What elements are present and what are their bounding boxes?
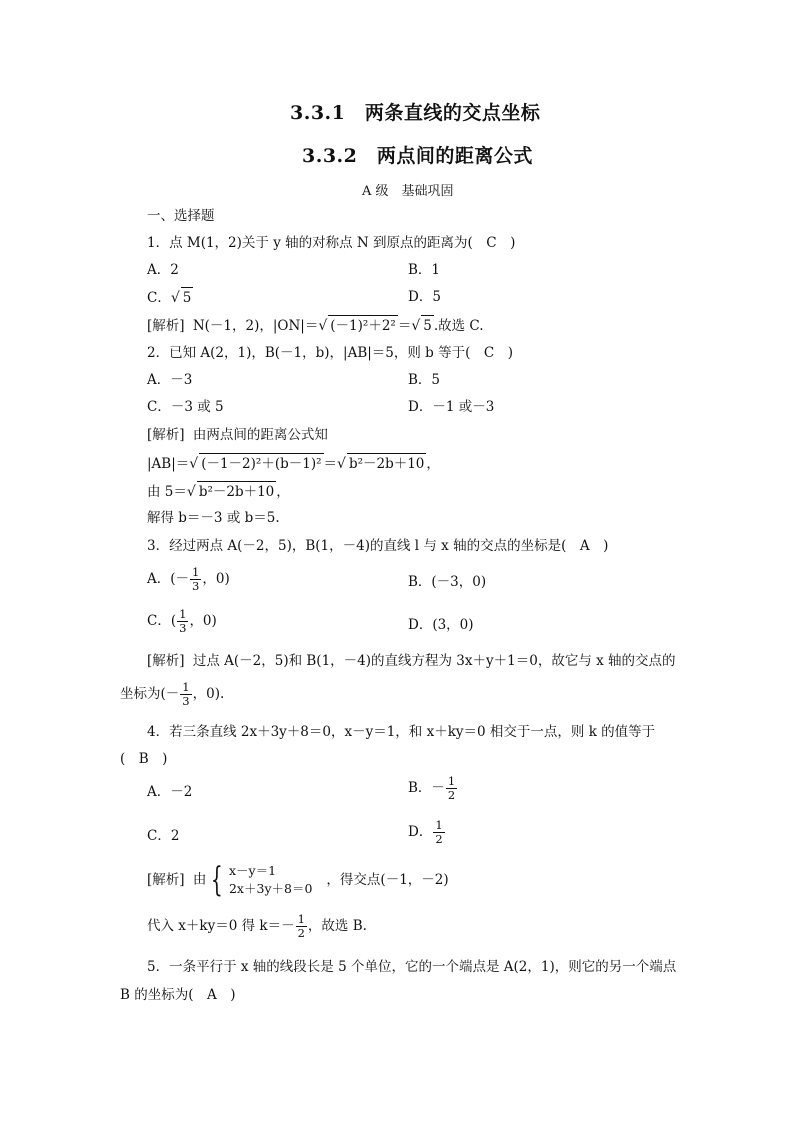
q2-analysis-2-post: ，	[426, 456, 440, 472]
q1-option-c-label: C．	[147, 290, 171, 306]
title-1: 3.3.1 两条直线的交点坐标	[290, 102, 541, 124]
q1-analysis-radicand-2: 5	[421, 315, 434, 336]
q2-analysis-4: 解得 b＝－3 或 b＝5.	[147, 510, 280, 526]
q3-option-b: B．(－3，0)	[408, 574, 487, 590]
q5-stem-1: 5．一条平行于 x 轴的线段长是 5 个单位，它的一个端点是 A(2，1)，则它的另一个端点	[147, 959, 677, 975]
sqrt-icon: √	[170, 290, 180, 306]
q2-option-d: D．－1 或－3	[408, 399, 495, 415]
q3-option-c-post: ，0)	[189, 613, 217, 629]
q2-analysis-2-radicand-2: b²－2b＋10	[347, 453, 426, 474]
q3-analysis-text: 过点 A(－2，5)和 B(1，－4)的直线方程为 3x＋y＋1＝0，故它与 x 轴的交点的	[192, 653, 676, 669]
q3-analysis-1	[147, 651, 676, 671]
q1-analysis-post: .故选 C.	[433, 318, 484, 334]
q2-analysis-3-post: ，	[276, 484, 290, 500]
equation-2: 2x＋3y＋8＝0	[228, 881, 313, 896]
sqrt-icon: √	[189, 456, 199, 472]
q2-analysis-3-pre: 由 5＝	[147, 484, 187, 500]
fraction-denominator: 2	[447, 788, 456, 802]
q1-option-c-radicand: 5	[181, 287, 194, 308]
analysis-tag: [解析]	[147, 427, 185, 443]
fraction-numerator: 1	[435, 818, 443, 832]
q2-analysis-2	[147, 453, 440, 474]
q3-option-a-pre: A．(－	[147, 571, 190, 587]
q4-analysis-2	[147, 913, 367, 940]
q1-option-c	[147, 287, 193, 308]
q4-analysis-pre: 由	[192, 871, 207, 888]
fraction	[180, 681, 191, 708]
q4-option-c: C．2	[147, 828, 180, 844]
brace-icon: {	[211, 860, 224, 900]
q1-option-d: D．5	[408, 289, 441, 305]
fraction-numerator: 1	[447, 774, 456, 788]
fraction	[177, 608, 188, 635]
q3-analysis-2-pre: 坐标为(－	[120, 686, 180, 702]
q4-option-d	[408, 819, 446, 846]
q3-option-c-pre: C．(	[147, 613, 177, 629]
q2-analysis-1	[147, 425, 328, 445]
title-2: 3.3.2 两点间的距离公式	[302, 145, 533, 167]
analysis-tag: [解析]	[147, 653, 185, 669]
q2-option-c: C．－3 或 5	[147, 399, 224, 415]
section-heading: 一、选择题	[147, 208, 215, 224]
q4-analysis-post: ，得交点(－1，－2)	[326, 871, 449, 888]
fraction-numerator: 1	[192, 565, 200, 579]
fraction-denominator: 3	[179, 621, 187, 635]
q2-analysis-2-mid: ＝	[323, 456, 338, 472]
q3-option-c	[147, 608, 217, 635]
q1-analysis	[147, 315, 484, 336]
q3-analysis-2	[120, 681, 224, 708]
q4-option-b	[408, 775, 458, 802]
q4-analysis-2-post: ，故选 B.	[307, 918, 367, 934]
q2-analysis-text: 由两点间的距离公式知	[192, 427, 328, 443]
fraction	[190, 566, 201, 593]
q4-option-d-pre: D．	[408, 824, 433, 840]
fraction-denominator: 3	[192, 579, 200, 593]
q4-analysis-1	[147, 862, 449, 898]
sqrt-icon: √	[186, 484, 196, 500]
q3-option-d: D．(3，0)	[408, 617, 474, 633]
fraction	[296, 913, 307, 940]
q2-option-b: B．5	[408, 372, 441, 388]
fraction-denominator: 3	[182, 694, 190, 708]
q5-stem-2: B 的坐标为( A )	[120, 987, 236, 1003]
fraction-numerator: 1	[182, 680, 190, 694]
q1-option-a: A．2	[147, 262, 179, 278]
q4-stem-2: ( B )	[120, 751, 168, 767]
q3-option-a-post: ，0)	[202, 571, 230, 587]
q2-option-a: A．－3	[147, 372, 193, 388]
fraction	[433, 819, 444, 846]
q2-analysis-2-radicand: (－1－2)²＋(b－1)²	[199, 453, 323, 474]
analysis-tag: [解析]	[147, 318, 185, 334]
q4-analysis-2-pre: 代入 x＋ky＝0 得 k＝－	[147, 918, 295, 934]
q3-stem: 3．经过两点 A(－2，5)，B(1，－4)的直线 l 与 x 轴的交点的坐标是( A )	[147, 538, 609, 554]
q4-stem-1: 4．若三条直线 2x＋3y＋8＝0，x－y＝1，和 x＋ky＝0 相交于一点，则 k 的值等于	[147, 724, 656, 740]
fraction	[446, 775, 457, 802]
fraction-numerator: 1	[297, 912, 305, 926]
fraction-numerator: 1	[179, 607, 187, 621]
analysis-tag: [解析]	[147, 871, 185, 888]
sqrt-icon: √	[318, 318, 328, 334]
q3-option-a	[147, 566, 230, 593]
q1-stem: 1．点 M(1，2)关于 y 轴的对称点 N 到原点的距离为( C )	[147, 235, 516, 251]
sqrt-icon: √	[337, 456, 346, 472]
fraction-denominator: 2	[297, 926, 305, 940]
equation-system	[229, 862, 312, 898]
q1-option-b: B．1	[408, 262, 441, 278]
equation-1: x－y＝1	[228, 863, 277, 878]
q3-analysis-2-post: ，0).	[192, 686, 225, 702]
q2-analysis-3	[147, 481, 290, 502]
q2-analysis-3-radicand: b²－2b＋10	[197, 481, 276, 502]
fraction-denominator: 2	[435, 832, 443, 846]
sqrt-icon: √	[411, 318, 421, 334]
q1-analysis-radicand: (－1)²＋2²	[328, 315, 398, 336]
q4-option-a: A．－2	[147, 784, 193, 800]
level-label: A 级 基础巩固	[362, 184, 454, 199]
q4-option-b-pre: B．－	[408, 780, 445, 796]
q1-analysis-pre: N(－1，2)，|ON|＝	[192, 318, 319, 334]
q1-analysis-mid: ＝	[397, 318, 412, 334]
q2-stem: 2．已知 A(2，1)，B(－1，b)，|AB|＝5，则 b 等于( C )	[147, 345, 513, 361]
q2-analysis-2-pre: |AB|＝	[147, 456, 190, 472]
